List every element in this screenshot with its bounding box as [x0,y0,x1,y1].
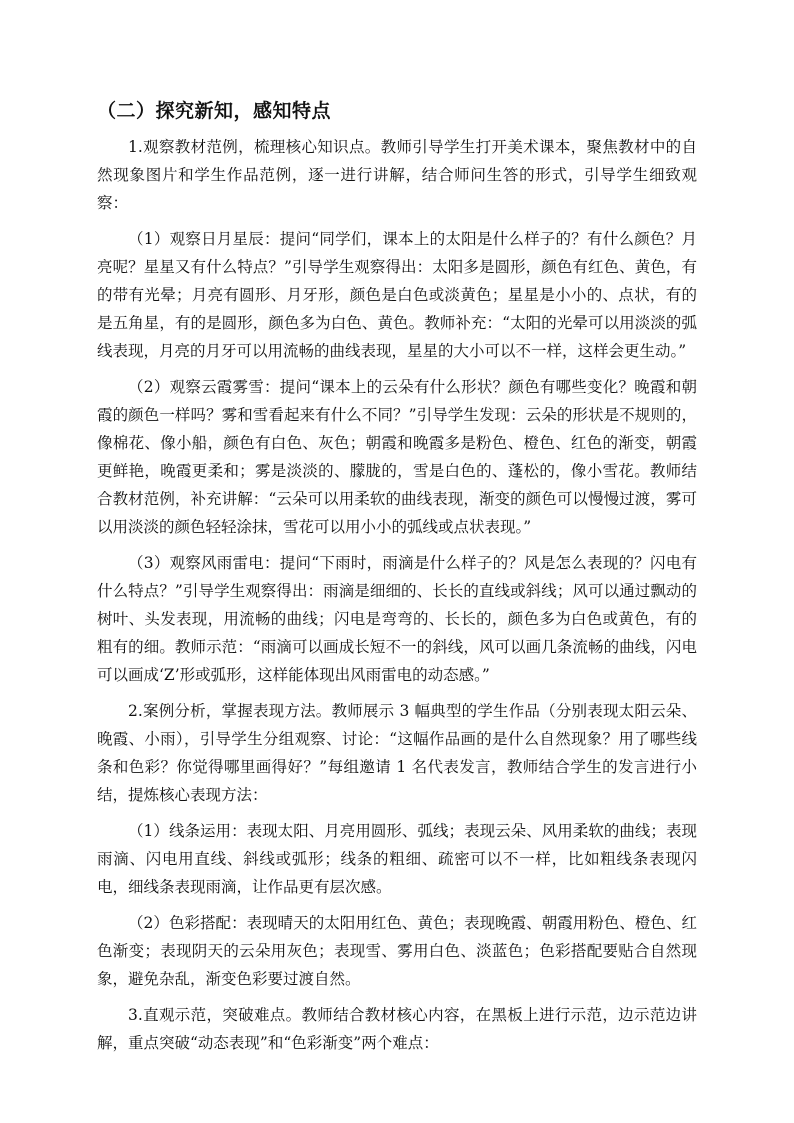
paragraph-observe-textbook: 1.观察教材范例，梳理核心知识点。教师引导学生打开美术课本，聚焦教材中的自然现象图片和学生作品范例，逐一进行讲解，结合师问生答的形式，引导学生细致观察： [97,138,697,212]
paragraph-case-analysis: 2.案例分析，掌握表现方法。教师展示 3 幅典型的学生作品（分别表现太阳云朵、晚霞、小雨），引导学生分组观察、讨论：“这幅作品画的是什么自然现象？用了哪些线条和色彩？你觉得哪里画得好？”每组邀请 1 名代表发言，教师结合学生的发言进行小结，提炼核心表现方法： [97,702,697,804]
body-text [97,133,697,1065]
paragraph-line-usage: （1）线条运用：表现太阳、月亮用圆形、弧线；表现云朵、风用柔软的曲线；表现雨滴、闪电用直线、斜线或弧形；线条的粗细、疏密可以不一样，比如粗线条表现闪电，细线条表现雨滴，让作品更有层次感。 [97,822,697,896]
section-heading: （二）探究新知，感知特点 [97,100,332,122]
paragraph-color-matching: （2）色彩搭配：表现晴天的太阳用红色、黄色；表现晚霞、朝霞用粉色、橙色、红色渐变；表现阴天的云朵用灰色；表现雪、雾用白色、淡蓝色；色彩搭配要贴合自然现象，避免杂乱，渐变色彩要过渡自然。 [97,914,697,988]
paragraph-demonstration: 3.直观示范，突破难点。教师结合教材核心内容，在黑板上进行示范，边示范边讲解，重点突破“动态表现”和“色彩渐变”两个难点： [97,1006,697,1052]
paragraph-sun-moon-stars: （1）观察日月星辰：提问“同学们，课本上的太阳是什么样子的？有什么颜色？月亮呢？星星又有什么特点？”引导学生观察得出：太阳多是圆形，颜色有红色、黄色，有的带有光晕；月亮有圆形、月牙形，颜色是白色或淡黄色；星星是小小的、点状，有的是五角星，有的是圆形，颜色多为白色、黄色。教师补充：“太阳的光晕可以用淡淡的弧线表现，月亮的月牙可以用流畅的曲线表现，星星的大小可以不一样，这样会更生动。” [97,230,697,360]
paragraph-wind-rain-thunder: （3）观察风雨雷电：提问“下雨时，雨滴是什么样子的？风是怎么表现的？闪电有什么特点？”引导学生观察得出：雨滴是细细的、长长的直线或斜线；风可以通过飘动的树叶、头发表现，用流畅的曲线；闪电是弯弯的、长长的，颜色多为白色或黄色，有的粗有的细。教师示范：“雨滴可以画成长短不一的斜线，风可以画几条流畅的曲线，闪电可以画成‘Z’形或弧形，这样能体现出风雨雷电的动态感。” [97,554,697,684]
paragraph-clouds-fog-snow: （2）观察云霞雾雪：提问“课本上的云朵有什么形状？颜色有哪些变化？晚霞和朝霞的颜色一样吗？雾和雪看起来有什么不同？”引导学生发现：云朵的形状是不规则的，像棉花、像小船，颜色有白色、灰色；朝霞和晚霞多是粉色、橙色、红色的渐变，朝霞更鲜艳，晚霞更柔和；雾是淡淡的、朦胧的，雪是白色的、蓬松的，像小雪花。教师结合教材范例，补充讲解：“云朵可以用柔软的曲线表现，渐变的颜色可以慢慢过渡，雾可以用淡淡的颜色轻轻涂抹，雪花可以用小小的弧线或点状表现。” [97,378,697,536]
